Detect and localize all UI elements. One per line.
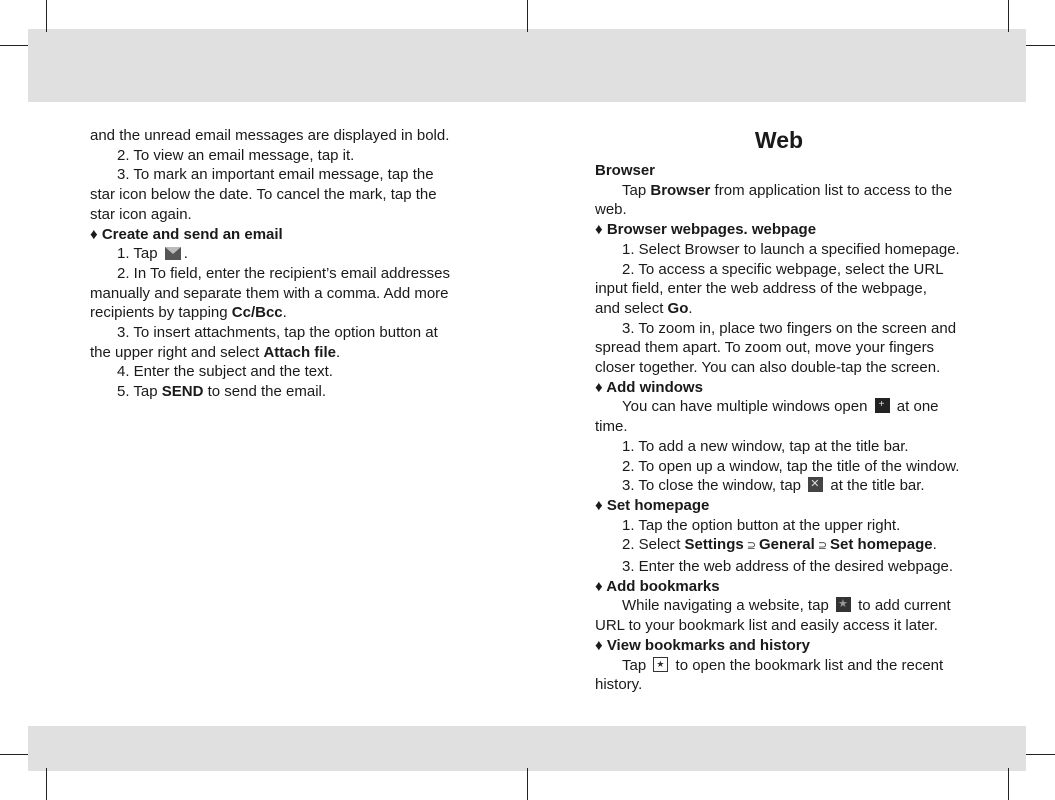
right-page <box>595 126 995 695</box>
paragraph-line: 2. To view an email message, tap it. <box>117 146 355 164</box>
step-line: 2. To access a specific webpage, select the URL <box>622 260 944 278</box>
crop-mark <box>1008 768 1009 800</box>
paragraph-line: history. <box>595 676 643 694</box>
step-line: 3. Enter the web address of the desired webpage. <box>622 558 954 576</box>
paragraph-line: recipients by tapping Cc/Bcc. <box>90 304 287 322</box>
step-line: 3. To close the window, tap ✕ at the title bar. <box>595 476 995 496</box>
paragraph-line: closer together. You can also double-tap the screen. <box>595 359 941 377</box>
step-line: 1. Tap . <box>117 245 188 263</box>
header-band <box>28 29 1026 102</box>
crop-mark <box>527 0 528 32</box>
arrow-icon: ⊇ <box>817 540 828 553</box>
mail-icon <box>165 247 181 260</box>
page-title: Web <box>754 127 804 153</box>
paragraph-line: You can have multiple windows open + at one <box>595 397 995 417</box>
paragraph-line: Tap Browser from application list to access to the <box>622 181 953 199</box>
paragraph-line: the upper right and select Attach file. <box>90 343 341 361</box>
section-heading-browser: Browser <box>595 162 656 179</box>
paragraph-line: star icon below the date. To cancel the mark, tap the <box>90 186 437 204</box>
paragraph-line: manually and separate them with a comma. Add more <box>90 284 449 302</box>
paragraph-line: While navigating a website, tap ★ to add current <box>595 596 995 616</box>
arrow-icon: ⊇ <box>746 540 756 553</box>
section-heading-homepage: ♦ Set homepage <box>595 496 710 514</box>
paragraph-line: input field, enter the web address of the webpage, <box>595 280 927 298</box>
paragraph-line: and the unread email messages are displayed in bold. <box>90 127 450 144</box>
paragraph-line: spread them apart. To zoom out, move your fingers <box>595 339 935 357</box>
crop-mark <box>527 768 528 800</box>
crop-mark <box>46 768 47 800</box>
paragraph-line: Tap ★ to open the bookmark list and the recent <box>595 656 995 676</box>
crop-mark <box>1026 45 1055 46</box>
step-line: 1. Tap the option button at the upper right. <box>622 516 901 534</box>
step-line: 3. To zoom in, place two fingers on the screen and <box>622 319 957 337</box>
paragraph-line: time. <box>595 418 628 436</box>
step-line: 4. Enter the subject and the text. <box>117 363 333 381</box>
step-line: 2. In To field, enter the recipient’s email addresses <box>117 264 450 282</box>
paragraph-line: URL to your bookmark list and easily access it later. <box>595 617 938 635</box>
left-page <box>90 126 490 402</box>
paragraph-line: and select Go. <box>595 299 693 317</box>
paragraph-line: star icon again. <box>90 205 192 223</box>
section-heading-webpages: ♦ Browser webpages. webpage <box>595 221 817 239</box>
new-window-icon <box>875 398 890 413</box>
step-line: 2. To open up a window, tap the title of the window. <box>622 457 960 475</box>
section-heading-view-bookmarks: ♦ View bookmarks and history <box>595 636 810 654</box>
crop-mark <box>0 45 28 46</box>
crop-mark <box>1026 754 1055 755</box>
paragraph-line: web. <box>595 201 627 219</box>
step-line: 5. Tap SEND to send the email. <box>117 383 327 401</box>
step-line: 2. Select Settings ⊇ General ⊇ Set homepage. <box>622 536 937 554</box>
paragraph-line: 3. To mark an important email message, tap the <box>117 166 434 184</box>
section-heading-bookmarks: ♦ Add bookmarks <box>595 577 720 595</box>
step-line: 1. Select Browser to launch a specified homepage. <box>622 240 960 258</box>
footer-band <box>28 726 1026 771</box>
bookmark-list-icon <box>653 657 668 672</box>
crop-mark <box>0 754 28 755</box>
section-heading-windows: ♦ Add windows <box>595 378 703 396</box>
section-heading-create-email: ♦ Create and send an email <box>90 225 283 243</box>
crop-mark <box>1008 0 1009 32</box>
close-window-icon <box>808 477 823 492</box>
step-line: 1. To add a new window, tap at the title bar. <box>622 437 909 455</box>
step-line: 3. To insert attachments, tap the option button at <box>117 324 438 342</box>
add-bookmark-icon <box>836 597 851 612</box>
crop-mark <box>46 0 47 32</box>
